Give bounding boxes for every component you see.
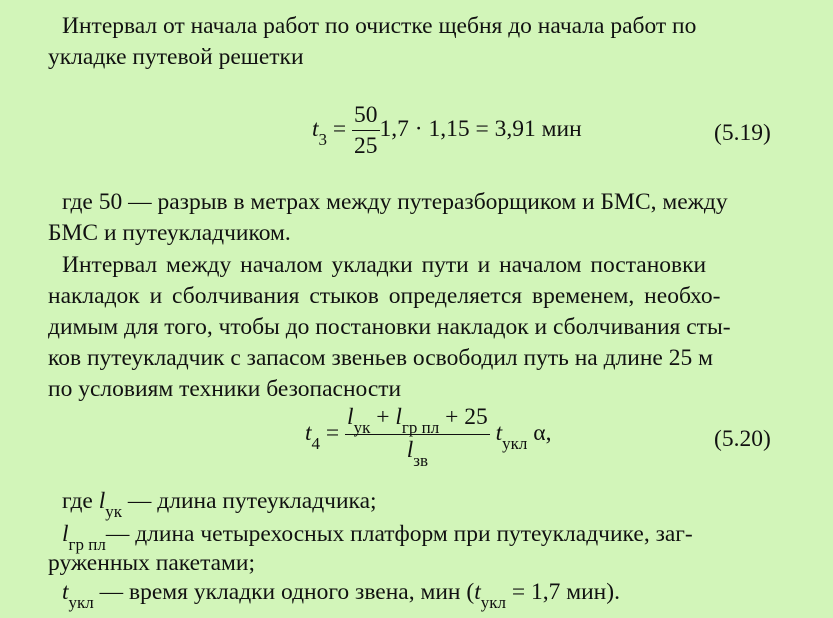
formula-5-20-t-var: t: [495, 419, 503, 446]
formula-5-19: [312, 100, 582, 161]
definition-t-ukl-var2: t: [474, 579, 481, 605]
formula-5-19-denominator: 25: [354, 133, 378, 159]
definition-t-ukl-var: t: [62, 579, 69, 605]
paragraph2-line2: БМС и путеукладчиком.: [48, 220, 291, 246]
definition-l-grpl-text: — длина четырехосных платформ при путеукладчике, заг-: [105, 521, 693, 547]
definition-l-grpl: [62, 520, 693, 554]
formula-5-20-lhs-var: t: [305, 419, 312, 446]
formula-5-20-number: (5.20): [714, 426, 771, 452]
definition-t-ukl-value: = 1,7 мин).: [511, 579, 620, 605]
numerator-plus: +: [376, 404, 390, 430]
formula-5-19-unit: мин: [541, 115, 582, 142]
paragraph1-line2: укладке путевой решетки: [48, 44, 304, 70]
numerator-l-uk-sub: ук: [353, 418, 371, 437]
definition-l-grpl-var: l: [62, 521, 69, 547]
numerator-l-grpl-var: l: [395, 404, 402, 430]
formula-5-20-lhs-sub: 4: [311, 433, 321, 453]
paragraph3-line4: ков путеукладчик с запасом звеньев освободил путь на длине 25 м: [48, 345, 713, 371]
definition-l-grpl-sub: гр пл: [68, 535, 106, 554]
formula-5-20: [305, 402, 552, 470]
formula-5-19-lhs-sub: 3: [318, 129, 328, 149]
denominator-l-zv-sub: зв: [413, 451, 429, 470]
formula-5-20-numerator: [345, 402, 490, 435]
paragraph2-line1: где 50 — разрыв в метрах между путеразборщиком и БМС, между: [62, 189, 728, 215]
formula-5-19-numerator: 50: [352, 100, 380, 131]
formula-5-19-number: (5.19): [714, 120, 771, 146]
formula-5-20-equals: =: [325, 419, 340, 446]
definition-t-ukl-sub2: укл: [480, 593, 506, 612]
formula-5-19-lhs-var: t: [312, 115, 319, 142]
formula-5-20-alpha: α: [533, 419, 546, 446]
definition-l-grpl-continuation: руженных пакетами;: [48, 550, 256, 576]
definition-l-uk-var: l: [98, 488, 106, 514]
paragraph3-line2: накладок и сболчивания стыков определяется временем, необхо-: [48, 283, 721, 309]
paragraph3-line3: димым для того, чтобы до постановки накладок и сболчивания сты-: [48, 314, 731, 340]
definition-l-uk-text: — длина путеукладчика;: [127, 488, 377, 514]
definition-t-ukl: [62, 578, 620, 612]
definition-t-ukl-text: — время укладки одного звена, мин (: [99, 579, 475, 605]
paragraph3-line5: по условиям техники безопасности: [48, 376, 402, 402]
definition-t-ukl-sub: укл: [68, 593, 94, 612]
formula-5-19-rest: 1,7 · 1,15 = 3,91: [379, 115, 536, 142]
formula-5-20-fraction: [345, 402, 490, 470]
formula-5-19-fraction: [352, 100, 380, 161]
definition-where-word: где: [62, 488, 93, 514]
definition-l-uk-sub: ук: [105, 502, 123, 521]
numerator-l-uk-var: l: [347, 404, 354, 430]
denominator-l-zv-var: l: [406, 437, 414, 463]
formula-5-20-comma: ,: [545, 419, 552, 446]
numerator-plus-25: + 25: [445, 404, 488, 430]
paragraph1-line1: Интервал от начала работ по очистке щебня до начала работ по: [62, 13, 697, 39]
paragraph3-line1: Интервал между началом укладки пути и началом постановки: [62, 252, 707, 278]
formula-5-20-denominator: [345, 435, 490, 470]
definition-l-uk: [62, 487, 377, 521]
formula-5-19-equals: =: [332, 115, 347, 142]
numerator-l-grpl-sub: гр пл: [401, 418, 440, 437]
formula-5-20-t-sub: укл: [502, 433, 528, 453]
